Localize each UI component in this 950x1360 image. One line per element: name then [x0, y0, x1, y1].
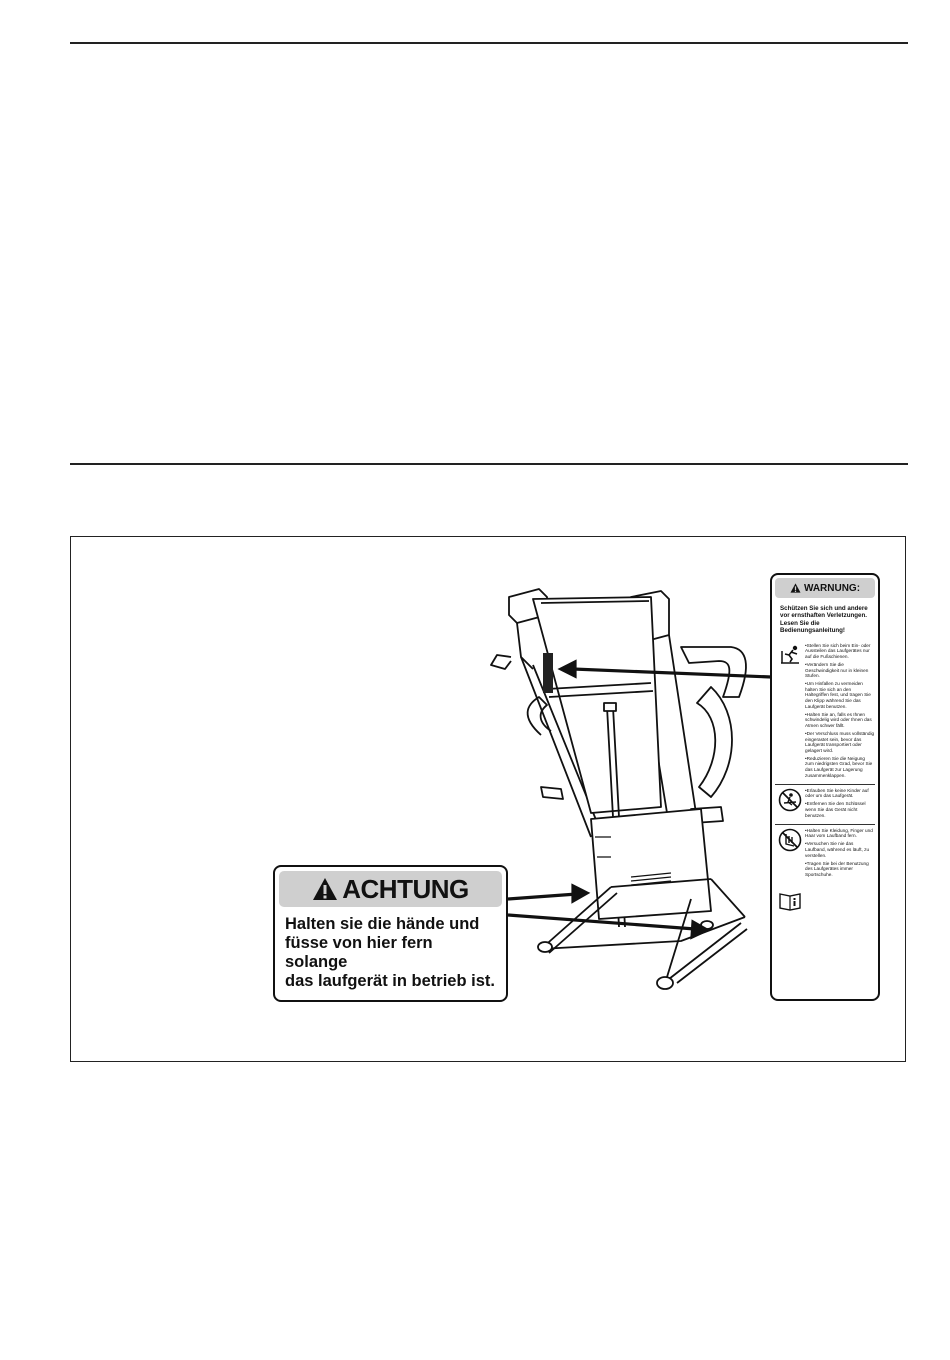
achtung-header — [279, 871, 502, 907]
warnung-item: •Stellen Sie sich beim Ein- oder Aussteilen das Laufgerätes nur auf die Fußschienen. — [805, 642, 871, 659]
warnung-item: •Halten Sie Kleidung, Finger und Haar vom Laufband fern. — [805, 827, 873, 839]
achtung-line: Halten sie die hände und — [285, 915, 480, 933]
no-children-icon — [778, 788, 802, 812]
warnung-item: •Halten Sie an, falls es Ihnen schwindelig wird oder Ihnen das Atmen schwer fällt. — [805, 711, 872, 728]
person-falling-icon — [778, 643, 802, 667]
warnung-header — [775, 578, 875, 598]
achtung-text — [275, 911, 506, 991]
warnung-section-3 — [775, 824, 875, 912]
achtung-line: das laufgerät in betrieb ist. — [285, 972, 495, 990]
warnung-item: •Der Verschluss muss vollständig eingerastet sein, bevor das Laufgerät transportiert oder gelagert wird. — [805, 730, 875, 753]
warnung-section-2 — [775, 784, 875, 821]
warnung-item: •Erlauben Sie keine Kinder auf oder um das Laufgerät. — [805, 787, 869, 799]
manual-icon — [778, 888, 802, 912]
achtung-warning-label — [273, 865, 508, 1002]
warnung-intro: Schützen Sie sich und andere vor ernsthaften Verletzungen. Lesen Sie die Bedienungsanleitung! — [780, 605, 868, 635]
hands-caught-icon — [778, 828, 802, 852]
top-rule — [70, 42, 908, 44]
warnung-item: •Reduzieren Sie die Neigung zum niedrigsten Grad, bevor Sie das Laufgerät zur Lagerung zusammenklappen. — [805, 755, 873, 778]
warnung-item: •Versuchen Sie nie das Laufband, während es läuft, zu verstellen. — [805, 841, 870, 858]
warning-triangle-icon — [312, 877, 338, 901]
treadmill-figure — [70, 536, 906, 1062]
achtung-line: füsse von hier fern solange — [285, 934, 433, 971]
warnung-title: WARNUNG: — [803, 582, 861, 594]
warnung-item: •Tragen Sie bei der Benutzung des Laufgerätes immer Sportschuhe. — [805, 860, 869, 877]
warning-triangle-icon — [790, 583, 801, 593]
achtung-title: ACHTUNG — [342, 873, 469, 904]
warnung-section-1 — [775, 640, 875, 781]
warnung-item: •Um Hinfallen zu vermeiden halten Sie sich an den Haltegriffen fest, und tragen Sie den Klipp während Sie das Laufgerät benutzen. — [805, 681, 871, 709]
warnung-item: •Entfernen Sie den Schlüssel wenn Sie das Gerät nicht benutzen. — [805, 801, 866, 818]
middle-rule — [70, 463, 908, 465]
warnung-warning-label — [770, 573, 880, 1001]
warnung-item: •Verändern Sie die Geschwindigkeit nur in kleinen Stufen. — [805, 661, 869, 679]
